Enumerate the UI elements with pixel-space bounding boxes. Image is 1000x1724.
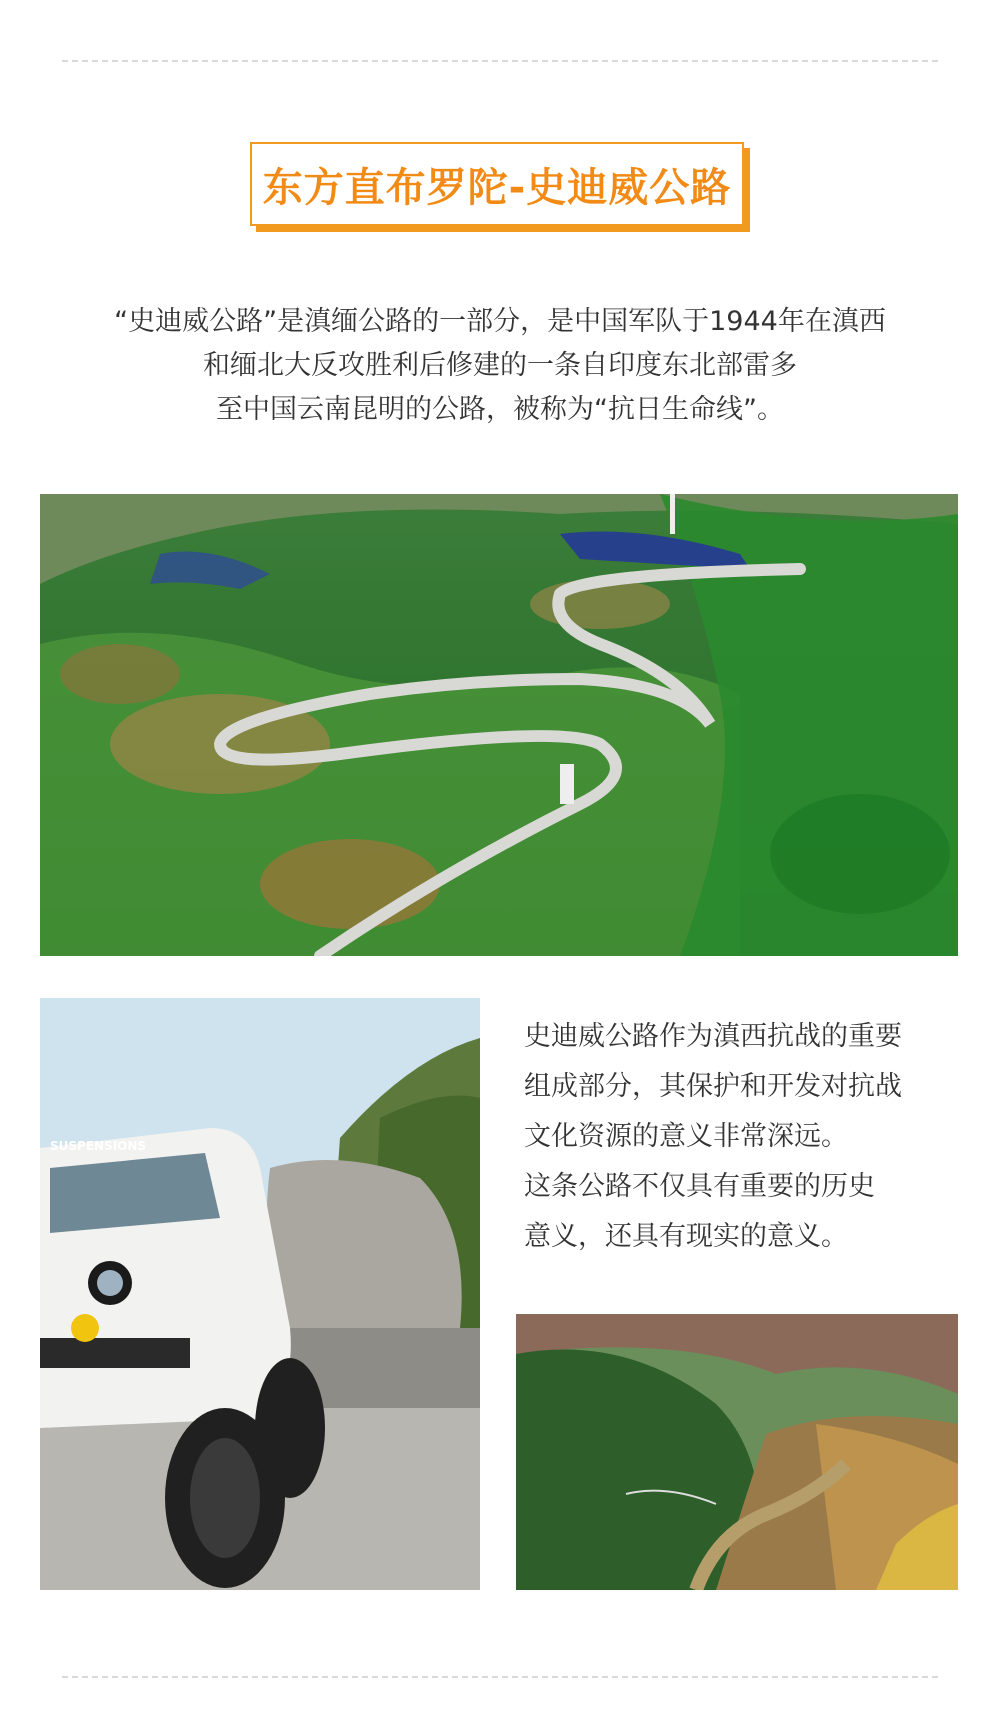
side-line: 组成部分，其保护和开发对抗战 bbox=[524, 1071, 902, 1102]
jeep-windshield-text: SUSPENSIONS bbox=[50, 1139, 147, 1153]
bottom-dashed-divider bbox=[62, 1676, 938, 1678]
intro-line: 和缅北大反攻胜利后修建的一条自印度东北部雷多 bbox=[203, 350, 797, 381]
section-title: 东方直布罗陀-史迪威公路 bbox=[262, 164, 732, 211]
intro-paragraph bbox=[60, 300, 940, 432]
side-line: 文化资源的意义非常深远。 bbox=[524, 1121, 848, 1152]
section-title-badge bbox=[250, 142, 748, 230]
side-line: 这条公路不仅具有重要的历史 bbox=[524, 1171, 875, 1202]
intro-line: “史迪威公路”是滇缅公路的一部分，是中国军队于1944年在滇西 bbox=[114, 306, 886, 337]
jeep-monument-photo bbox=[40, 998, 480, 1590]
title-box bbox=[250, 142, 744, 226]
top-dashed-divider bbox=[62, 60, 938, 62]
winding-road-aerial-photo bbox=[40, 494, 958, 956]
side-line: 史迪威公路作为滇西抗战的重要 bbox=[524, 1021, 902, 1052]
intro-line: 至中国云南昆明的公路，被称为“抗日生命线”。 bbox=[216, 394, 784, 425]
river-valley-photo bbox=[516, 1314, 958, 1590]
side-line: 意义，还具有现实的意义。 bbox=[524, 1221, 848, 1252]
side-paragraph bbox=[524, 1012, 964, 1262]
